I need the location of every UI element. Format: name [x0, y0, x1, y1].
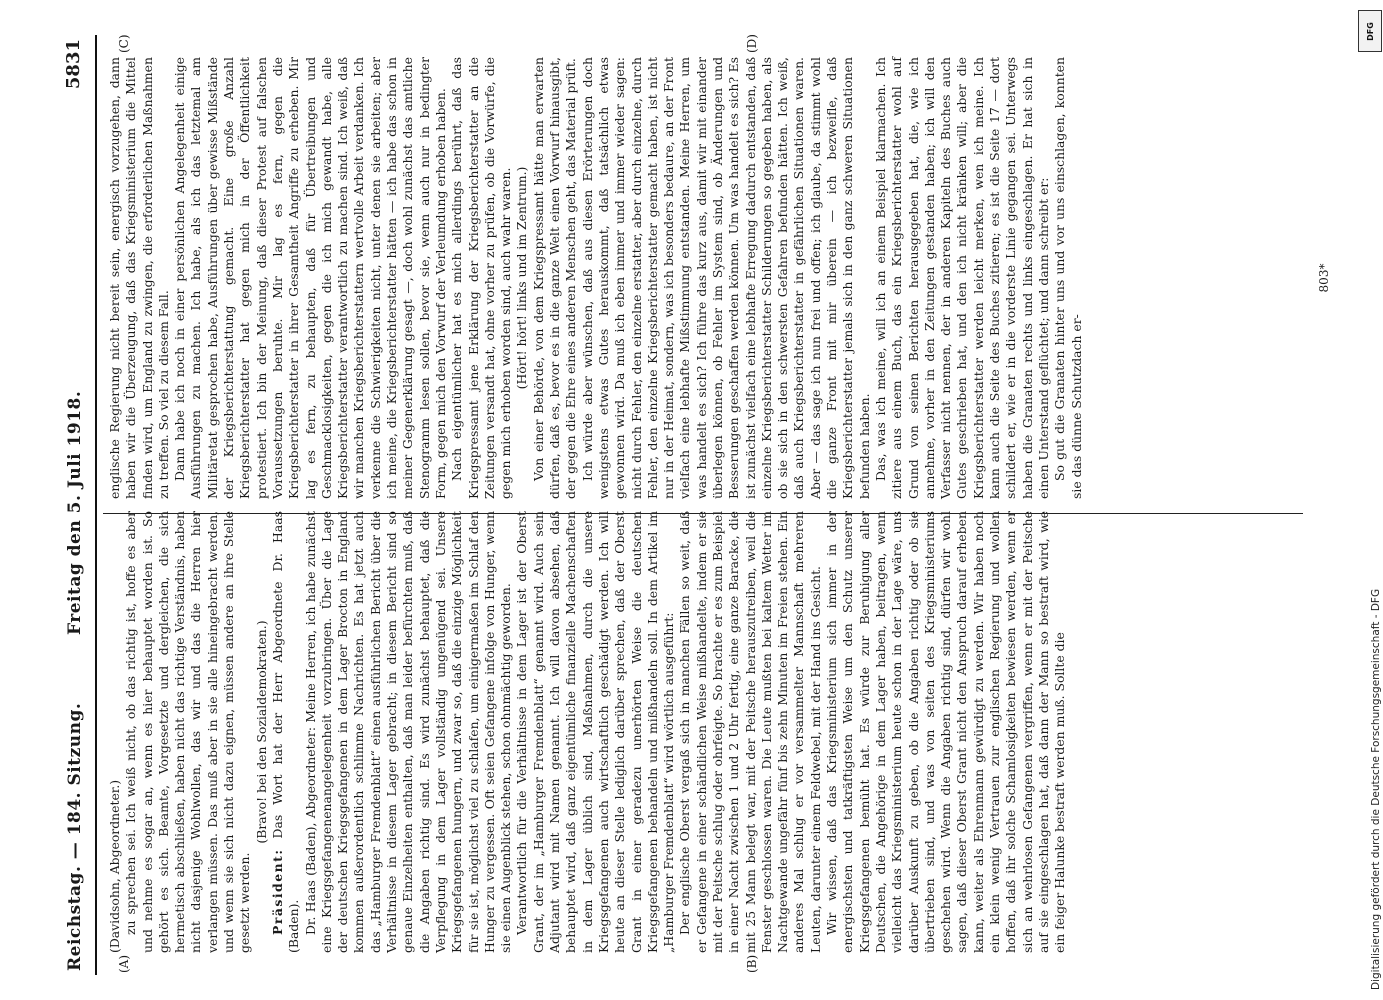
speaker-label: Präsident: [269, 848, 285, 935]
paragraph: Dr. Haas (Baden), Abgeordneter: Meine Herren, ich habe zunächst eine Kriegsgefangenenangelegenheit vorzubringen. Über die Lage der deutschen Kriegsgefangenen in dem Lager Brocton in England kommen außerordentlich schlimme Nachrichten. Es hat jetzt auch das „Hamburger Fremdenblatt“ einen ausführlichen Bericht über die Verhältnisse in diesem Lager gebracht; in diesem Bericht sind so genaue Einzelheiten enthalten, daß man leider befürchten muß, daß die Angaben richtig sind. Es wird zunächst behauptet, daß die Verpflegung in dem Lager vollständig ungenügend sei. Unsere Kriegsgefangenen hungern, und zwar so, daß die einzige Möglichkeit für sie ist, möglichst viel zu schlafen, um einigermaßen im Schlaf den Hunger zu vergessen. Oft seien Gefangene infolge von Hunger, wenn sie einen Augenblick stehen, schon ohnmächtig geworden. [302, 511, 514, 953]
page-footer: 803* [1317, 263, 1331, 293]
page-number: 5831 [63, 39, 84, 90]
paragraph: Von einer Behörde, von dem Kriegspressamt hätte man erwarten dürfen, daß es, bevor es in die ganze Welt einen Vorwurf hinausgibt, der gegen die Ehre eines anderen Menschen geht, das Material prüft. [530, 57, 579, 499]
page-header [55, 35, 97, 975]
interjection: (Hört! hört! links und im Zentrum.) [514, 166, 530, 390]
margin-mark-a: (A) [117, 954, 131, 973]
paragraph: (Davidsohn, Abgeordneter.) [107, 779, 122, 953]
margin-mark-b: (B) [745, 954, 759, 973]
dfg-logo-text: DFG [1365, 21, 1375, 41]
speaker-text: Das Wort hat der Herr Abgeordnete Dr. Haas (Baden). [269, 511, 302, 953]
header-left: Reichstag. — 184. Sitzung. [65, 702, 85, 971]
paragraph: Ich würde aber wünschen, daß aus diesen Erörterungen doch wenigstens etwas Gutes herauskommt, daß tatsächlich etwas gewonnen wird. Da muß ich eben immer und immer wieder sagen: nicht durch Fehler, den einzelne erstatter, aber durch einzelne, durch Fehler, den einzelne Kriegsberichterstatter gemacht haben, ist nicht nur in der Heimat, sondern, was ich besonders bedaure, an der Front vielfach eine lebhafte Mißstimmung entstanden. Meine Herren, um was handelt es sich? Ich führe das kurz aus, damit wir mit einander überlegen können, ob Fehler im System sind, ob Änderungen und Besserungen geschaffen werden können. Um was handelt es sich? Es ist zunächst vielfach eine lebhafte Erregung dadurch entstanden, daß einzelne Kriegsberichterstatter Schilderungen so gegeben haben, als ob sie sich in den schwersten Gefahren befunden hätten. Ich weiß, daß auch Kriegsberichterstatter in gefährlichen Situationen waren. Aber — das sage ich nun frei und offen; ich glaube, da stimmt wohl die ganze Front mit mir überein — ich bezweifle, daß Kriegsberichterstatter jemals sich in den ganz schweren Situationen befunden haben. [579, 57, 872, 499]
paragraph: Dann habe ich noch in einer persönlichen Angelegenheit einige Ausführungen zu machen. Ich habe, als ich das letztemal am Militäretat gesprochen habe, Ausführungen über gewisse Mißstände der Kriegsberichterstattung gemacht. Eine große Anzahl Kriegsberichterstatter hat gegen mich in der Öffentlichkeit protestiert. Ich bin der Meinung, daß dieser Protest auf falschen Voraussetzungen beruhte. Mir lag es fern, gegen die Kriegsberichterstatter in ihrer Gesamtheit Angriffe zu erheben. Mir lag es fern, zu behaupten, daß für Übertreibungen und Geschmacklosigkeiten, gegen die ich mich gewandt habe, alle Kriegsberichterstatter verantwortlich zu machen sind. Ich weiß, daß wir manchen Kriegsberichterstattern wertvolle Arbeit verdanken. Ich verkenne die Schwierigkeiten nicht, unter denen sie arbeiten; aber ich meine, die Kriegsberichterstatter hätten — ich habe das schon in meiner Gegenerklärung gesagt —, doch wohl zunächst das amtliche Stenogramm lesen sollen, bevor sie, wenn auch nur in bedingter Form, gegen mich den Vorwurf der Verleumdung erhoben haben. [172, 57, 448, 499]
right-column [107, 57, 1085, 499]
paragraph: Nach eigentümlicher hat es mich allerdings berührt, daß das Kriegspressamt jene Erklärung der Kriegsberichterstatter an die Zeitungen versandt hat, ohne vorher zu prüfen, ob die Vorwürfe, die gegen mich erhoben worden sind, auch wahr waren. [449, 57, 514, 499]
paragraph: Der englische Oberst vergaß sich in manchen Fällen so weit, daß er Gefangene in einer schändlichen Weise mißhandelte, indem er sie mit der Peitsche schlug oder ohrfeigte. So brachte er es zum Beispiel in einer Nacht zwischen 1 und 2 Uhr fertig, eine ganze Baracke, die mit 25 Mann belegt war, mit der Peitsche herauszutreiben, weil die Fenster geschlossen waren. Die Leute mußten bei kaltem Wetter im Nachtgewande ungefähr fünf bis zehn Minuten im Freien stehen. Ein anderes Mal schlug er vor versammelter Mannschaft mehreren Leuten, darunter einem Feldwebel, mit der Hand ins Gesicht. [677, 511, 823, 953]
header-center: Freitag den 5. Juli 1918. [65, 390, 85, 635]
paragraph: englische Regierung nicht bereit sein, energisch vorzugehen, dann haben wir die Überzeugung, daß das Kriegsministerium die Mittel finden wird, um England zu zwingen, die erforderlichen Maßnahmen zu treffen. So viel zu diesem Fall. [107, 57, 171, 499]
column-divider [103, 513, 1303, 514]
left-column [107, 511, 1069, 953]
margin-mark-d: (D) [745, 34, 759, 53]
speaker-paragraph [270, 511, 303, 953]
margin-mark-c: (C) [117, 34, 131, 53]
digitization-credit: Digitalisierung gefördert durch die Deutsche Forschungsgemeinschaft - DFG [1370, 588, 1382, 990]
paragraph: So gut die Granaten hinter uns und vor uns einschlagen, konnten sie das dünne Schutzdach er- [1052, 57, 1084, 499]
paragraph: zu sprechen sei. Ich weiß nicht, ob das richtig ist, hoffe es aber und nehme es sogar an, wenn es hier behauptet worden ist. So gehört es sich. Beamte, Vorgesetzte und dergleichen, die sich hermetisch abschließen, haben nicht das richtige Verständnis, haben nicht dasjenige Wohlwollen, das wir und das die Herren hier verlangen müssen. Das muß aber in sie alle hineingebracht werden, und wenn sie sich nicht dazu eignen, müssen andere an ihre Stelle gesetzt werden. [123, 511, 253, 953]
paragraph: Verantwortlich für die Verhältnisse in dem Lager ist der Oberst Grant, der im „Hamburger Fremdenblatt“ genannt wird. Auch sein Adjutant wird mit Namen genannt. Ich will davon absehen, daß behauptet wird, daß ganz eigentümliche finanzielle Machenschaften in dem Lager üblich sind, Maßnahmen, durch die unsere Kriegsgefangenen auch wirtschaftlich geschädigt werden. Ich will heute an dieser Stelle lediglich darüber sprechen, daß der Oberst Grant in einer geradezu unerhörten Weise die deutschen Kriegsgefangenen behandeln und mißhandeln soll. In dem Artikel im „Hamburger Fremdenblatt“ wird wörtlich ausgeführt: [514, 511, 677, 953]
interjection: (Bravo! bei den Sozialdemokraten.) [253, 620, 269, 844]
paragraph: Das, was ich meine, will ich an einem Beispiel klarmachen. Ich zitiere aus einem Buch, das ein Kriegsberichterstatter wohl auf Grund von seinen Berichten herausgegeben hat, die, wie ich annehme, vorher in den Zeitungen gestanden haben; ich will den Verfasser nicht nennen, der in anderen Kapiteln des Buches auch Gutes geschrieben hat, und den ich nicht kränken will; aber die Kriegsberichterstatter werden leicht merken, wen ich meine. Ich kann auch die Seite des Buches zitieren; es ist die Seite 17 — dort schildert er, wie er in die vorderste Linie gegangen sei. Unterwegs haben die Granaten rechts und links eingeschlagen. Er hat sich in einen Unterstand geflüchtet; und dann schreibt er: [872, 57, 1051, 499]
paragraph: Wir wissen, daß das Kriegsministerium sich immer in der energischsten und tatkräftigsten Weise um den Schutz unserer Kriegsgefangenen bemüht hat. Es würde zur Beruhigung aller Deutschen, die Angehörige in dem Lager haben, beitragen, wenn vielleicht das Kriegsministerium heute schon in der Lage wäre, uns darüber Auskunft zu geben, ob die Angaben richtig oder ob sie übertrieben sind, und was von seiten des Kriegsministeriums geschehen wird. Wenn die Angaben richtig sind, dürfen wir wohl sagen, daß dieser Oberst Grant nicht den Anspruch darauf erheben kann, weiter als Ehrenmann gewürdigt zu werden. Wir haben noch ein klein wenig Vertrauen zur englischen Regierung und wollen hoffen, daß ihr solche Schamlosigkeiten bewiesen werden, wenn er sich an wehrlosen Gefangenen vergriffen, wenn er mit der Peitsche auf sie eingeschlagen hat, daß dann der Mann so bestraft wird, wie ein feiger Halunke bestraft werden muß. Sollte die [824, 511, 1068, 953]
rotated-page-content [55, 35, 1345, 975]
